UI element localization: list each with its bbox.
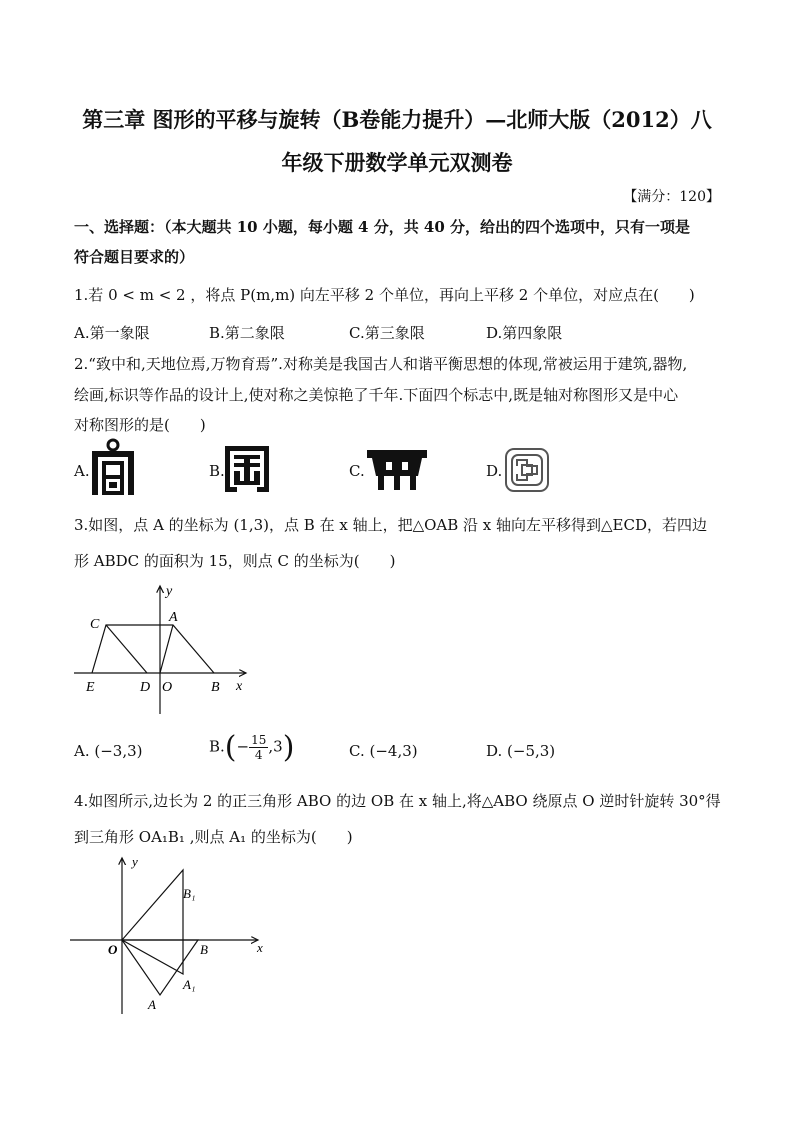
q3-label-e: E bbox=[86, 680, 95, 695]
q3-figure bbox=[74, 580, 264, 720]
logo-c-icon bbox=[366, 448, 428, 492]
q3-label-d: D bbox=[140, 680, 151, 695]
q4-figure bbox=[70, 852, 270, 1020]
q3-option-c: C. (−4,3) bbox=[349, 742, 418, 760]
q2-label-b: B. bbox=[209, 462, 225, 480]
q1-option-d: D.第四象限 bbox=[486, 324, 563, 342]
q4-label-b1: B₁ bbox=[183, 886, 196, 901]
q3-option-b-fraction: $\frac{15}{4}$ bbox=[251, 733, 267, 762]
q1-option-c: C.第三象限 bbox=[349, 324, 425, 342]
q3-label-c: C bbox=[90, 617, 100, 632]
q3-line-1: 3.如图，点 A 的坐标为 (1,3)，点 B 在 x 轴上，把△OAB 沿 x 轴向左平移得到△ECD，若四边 bbox=[74, 516, 708, 534]
q2-line-3: 对称图形的是( ) bbox=[74, 416, 206, 434]
q3-label-y: y bbox=[166, 584, 173, 599]
q3-quadrilateral bbox=[92, 625, 214, 673]
q4-line-1: 4.如图所示,边长为 2 的正三角形 ABO 的边 OB 在 x 轴上,将△ABO 绕原点 O 逆时针旋转 30°得 bbox=[74, 792, 721, 810]
q2-label-d: D. bbox=[486, 462, 503, 480]
section-heading-line-2: 符合题目要求的） bbox=[74, 248, 195, 266]
logo-d-icon bbox=[503, 446, 551, 494]
full-score: 【满分：120】 bbox=[623, 189, 720, 205]
title-line-2: 年级下册数学单元双测卷 bbox=[281, 150, 513, 175]
section-heading-line-1: 一、选择题：（本大题共 10 小题，每小题 4 分，共 40 分，给出的四个选项中，只有一项是 bbox=[74, 218, 691, 236]
title-line-1: 第三章 图形的平移与旋转（B卷能力提升）—北师大版（2012）八 bbox=[82, 107, 712, 132]
q4-label-a1: A₁ bbox=[183, 977, 196, 992]
q2-label-a: A. bbox=[74, 462, 90, 480]
logo-b-icon bbox=[223, 444, 271, 494]
q4-label-b: B bbox=[200, 942, 208, 957]
q2-line-1: 2.“致中和,天地位焉,万物育焉”.对称美是我国古人和谐平衡思想的体现,常被运用于建筑,器物, bbox=[74, 355, 688, 373]
q4-triangle-rotated bbox=[122, 870, 183, 974]
q4-label-a: A bbox=[148, 997, 156, 1012]
q3-option-d: D. (−5,3) bbox=[486, 742, 556, 760]
q2-label-c: C. bbox=[349, 462, 365, 480]
q1-option-a: A.第一象限 bbox=[74, 324, 150, 342]
q4-label-x: x bbox=[257, 940, 263, 955]
q3-option-a: A. (−3,3) bbox=[74, 742, 143, 760]
q4-label-o: O bbox=[108, 942, 118, 957]
q1-text: 1.若 0 < m < 2 ，将点 P(m,m) 向左平移 2 个单位，再向上平移 2 个单位，对应点在( ) bbox=[74, 286, 695, 304]
q3-line-2: 形 ABDC 的面积为 15，则点 C 的坐标为( ) bbox=[74, 552, 396, 570]
q3-label-o: O bbox=[162, 680, 173, 695]
q4-line-2: 到三角形 OA₁B₁ ,则点 A₁ 的坐标为( ) bbox=[74, 828, 353, 846]
q2-line-2: 绘画,标识等作品的设计上,使对称之美惊艳了千年.下面四个标志中,既是轴对称图形又是中心 bbox=[74, 386, 679, 404]
q3-label-x: x bbox=[236, 679, 243, 694]
logo-a-icon bbox=[88, 438, 138, 496]
q3-option-b: B.(− $\frac{15}{4}$ ,3) bbox=[209, 730, 295, 765]
q1-option-b: B.第二象限 bbox=[209, 324, 285, 342]
q3-label-b: B bbox=[211, 680, 220, 695]
q3-label-a: A bbox=[169, 610, 178, 625]
q4-label-y: y bbox=[132, 854, 138, 869]
